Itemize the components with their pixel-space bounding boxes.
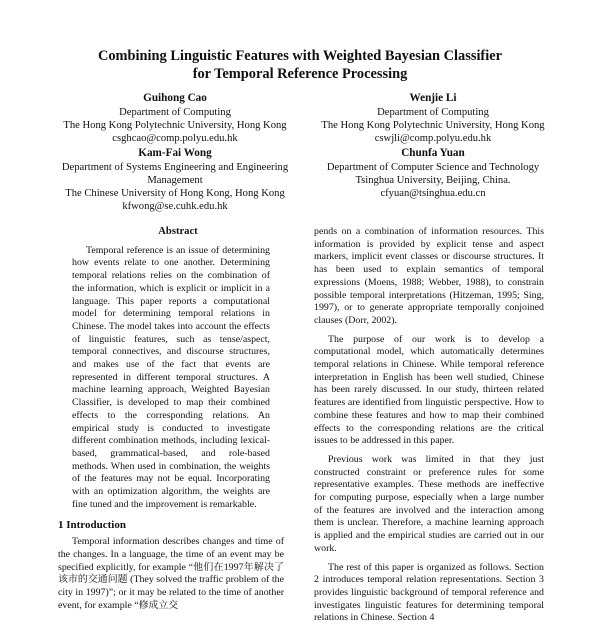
intro-paragraph: Temporal information describes changes and time of the changes. In a language, the time of an event may be specified explicitly, for example “他们在1997年解决了该市的交通问题 (They solved the traffic problem of the city in 1997)”; or it may be related to the time of another event, for example “修成立交 — [58, 536, 284, 611]
title-line-1: Combining Linguistic Features with Weighted Bayesian Classifier — [97, 48, 503, 64]
author-email: csghcao@comp.polyu.edu.hk — [112, 133, 238, 144]
author-org: The Chinese University of Hong Kong, Hong Kong — [65, 188, 285, 199]
author-dept: Department of Systems Engineering and Engineering — [61, 162, 289, 173]
title-line-2: for Temporal Reference Processing — [192, 66, 408, 82]
author-email: cswjli@comp.polyu.edu.hk — [374, 133, 492, 144]
author-dept: Department of Computing — [119, 107, 231, 118]
author-email: kfwong@se.cuhk.edu.hk — [122, 201, 228, 212]
author-name: Guihong Cao — [143, 92, 207, 104]
author-dept: Department of Computer Science and Technology — [326, 162, 540, 173]
author-org: The Hong Kong Polytechnic University, Hong Kong — [63, 120, 287, 131]
paper-title — [40, 47, 560, 83]
author-4 — [308, 147, 558, 200]
right-paragraph-1: pends on a combination of information resources. This information is provided by explicit tense and aspect markers, implicit event classes or discourse structures. It has been used to explain semantics of temporal expressions (Moens, 1988; Webber, 1988), to constrain possible temporal interpretations (Hitzeman, 1995; Sing, 1997), or to generate appropriate temporally conjoined clauses (Dorr, 2002). — [314, 226, 544, 326]
abstract-section — [58, 226, 284, 511]
abstract-text: Temporal reference is an issue of determining how events relate to one another. Determining temporal relations relies on the combination of the information, which is explicit or implicit in a language. This paper reports a computational model for determining temporal relations in Chinese. The model takes into account the effects of linguistic features, such as tense/aspect, temporal connectives, and discourse structures, and makes use of the fact that events are represented in different temporal structures. A machine learning approach, Weighted Bayesian Classifier, is developed to map their combined effects to the corresponding relations. An empirical study is conducted to investigate different combination methods, including lexical-based, grammatical-based, and role-based methods. When used in combination, the weights of the features may not be equal. Incorporating with an optimization algorithm, the weights are fine tuned and the improvement is remarkable. — [72, 244, 270, 510]
author-name: Wenjie Li — [409, 92, 457, 104]
author-dept: Department of Computing — [377, 107, 489, 118]
abstract-heading: Abstract — [158, 226, 198, 237]
author-2 — [308, 92, 558, 145]
author-name: Chunfa Yuan — [401, 147, 465, 159]
left-column — [58, 226, 284, 618]
author-dept-2: Management — [147, 175, 203, 186]
author-name: Kam-Fai Wong — [138, 147, 212, 159]
right-paragraph-2: The purpose of our work is to develop a computational model, which automatically determines temporal relations in Chinese. While temporal reference interpretation in English has been well studied, Chinese has been rarely discussed. In our study, thirteen related features are identified from linguistic perspective. How to combine these features and how to map their combined effects to the corresponding relations are the critical issues to be addressed in this paper. — [314, 333, 544, 447]
right-paragraph-4: The rest of this paper is organized as follows. Section 2 introduces temporal relation representations. Section 3 provides linguistic background of temporal reference and investigates linguistic features for determining temporal relations in Chinese. Section 4 — [314, 561, 544, 624]
section-heading-introduction: 1 Introduction — [58, 519, 126, 532]
right-column — [314, 226, 544, 631]
author-1 — [50, 92, 300, 145]
right-paragraph-3: Previous work was limited in that they just constructed constraint or preference rules for some representative examples. These methods are ineffective for computing purpose, especially when a large number of the features are involved and the interaction among them is unclear. Therefore, a machine learning approach is applied and the empirical studies are carried out in our work. — [314, 453, 544, 554]
author-email: cfyuan@tsinghua.edu.cn — [380, 188, 486, 199]
author-org: The Hong Kong Polytechnic University, Hong Kong — [321, 120, 545, 131]
author-3 — [50, 147, 300, 213]
author-org: Tsinghua University, Beijing, China. — [355, 175, 511, 186]
